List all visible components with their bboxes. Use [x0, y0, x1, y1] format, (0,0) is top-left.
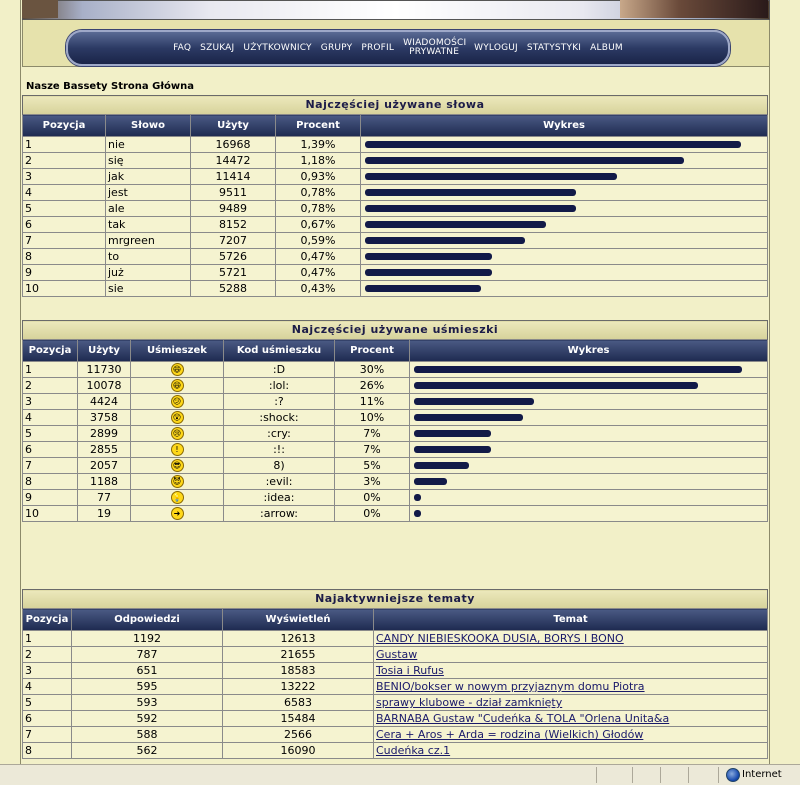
chart-cell	[361, 265, 768, 281]
table-row	[23, 410, 768, 426]
usage-bar	[414, 366, 742, 373]
table-row	[23, 647, 768, 663]
rank-cell: 8	[23, 474, 78, 490]
rank-cell: 5	[23, 201, 106, 217]
table-row	[23, 506, 768, 522]
word-cell: nie	[106, 137, 191, 153]
usage-bar	[414, 398, 534, 405]
rank-cell: 4	[23, 185, 106, 201]
count-cell: 4424	[78, 394, 131, 410]
percent-cell: 1,18%	[276, 153, 361, 169]
count-cell: 2855	[78, 442, 131, 458]
percent-cell: 26%	[335, 378, 410, 394]
nav-item-użytkownicy[interactable]: UŻYTKOWNICY	[243, 42, 312, 53]
chart-cell	[361, 249, 768, 265]
usage-bar	[365, 189, 576, 196]
topic-link[interactable]: CANDY NIEBIESKOOKA DUSIA, BORYS I BONO	[376, 632, 624, 645]
browser-status-bar	[0, 764, 800, 785]
confused-icon: 😕	[171, 395, 184, 408]
nav-item-faq[interactable]: FAQ	[173, 42, 192, 53]
rank-cell: 3	[23, 169, 106, 185]
views-cell: 15484	[223, 711, 374, 727]
topic-cell	[374, 647, 768, 663]
usage-bar	[365, 141, 741, 148]
table-row	[23, 378, 768, 394]
security-zone-label: Internet	[742, 769, 782, 780]
count-cell: 9489	[191, 201, 276, 217]
column-header: Użyty	[78, 340, 131, 362]
count-cell: 5721	[191, 265, 276, 281]
smiley-cell	[131, 362, 224, 378]
word-cell: się	[106, 153, 191, 169]
nav-item-wiadomości-prywatne[interactable]: WIADOMOŚCI PRYWATNE	[403, 38, 467, 57]
table-row	[23, 362, 768, 378]
usage-bar	[414, 462, 469, 469]
usage-bar	[365, 237, 525, 244]
header-banner-left-photo	[22, 0, 58, 18]
count-cell: 2899	[78, 426, 131, 442]
laughing-icon: 😆	[171, 379, 184, 392]
replies-cell: 595	[72, 679, 223, 695]
column-header: Odpowiedzi	[72, 609, 223, 631]
column-header: Procent	[335, 340, 410, 362]
nav-item-statystyki[interactable]: STATYSTYKI	[526, 42, 582, 53]
rank-cell: 10	[23, 281, 106, 297]
status-separator	[632, 767, 633, 783]
column-header: Procent	[276, 115, 361, 137]
word-cell: to	[106, 249, 191, 265]
topic-cell	[374, 743, 768, 759]
rank-cell: 7	[23, 727, 72, 743]
status-separator	[596, 767, 597, 783]
usage-bar	[414, 510, 421, 517]
count-cell: 3758	[78, 410, 131, 426]
rank-cell: 9	[23, 490, 78, 506]
count-cell: 19	[78, 506, 131, 522]
nav-item-wyloguj[interactable]: WYLOGUJ	[474, 42, 518, 53]
count-cell: 16968	[191, 137, 276, 153]
chart-cell	[410, 362, 768, 378]
table-row	[23, 153, 768, 169]
smiley-cell	[131, 490, 224, 506]
topic-cell	[374, 711, 768, 727]
column-header: Wyświetleń	[223, 609, 374, 631]
chart-cell	[410, 410, 768, 426]
rank-cell: 2	[23, 378, 78, 394]
topic-cell	[374, 727, 768, 743]
topic-link[interactable]: sprawy klubowe - dział zamknięty	[376, 696, 563, 709]
rank-cell: 6	[23, 711, 72, 727]
views-cell: 12613	[223, 631, 374, 647]
usage-bar	[414, 494, 421, 501]
chart-cell	[410, 458, 768, 474]
shocked-icon: 😲	[171, 411, 184, 424]
smiley-cell	[131, 410, 224, 426]
count-cell: 8152	[191, 217, 276, 233]
percent-cell: 3%	[335, 474, 410, 490]
percent-cell: 30%	[335, 362, 410, 378]
word-cell: sie	[106, 281, 191, 297]
smiley-code-cell: :cry:	[224, 426, 335, 442]
column-header: Słowo	[106, 115, 191, 137]
rank-cell: 9	[23, 265, 106, 281]
exclamation-icon: !	[171, 443, 184, 456]
column-header: Użyty	[191, 115, 276, 137]
topic-cell	[374, 695, 768, 711]
rank-cell: 5	[23, 426, 78, 442]
percent-cell: 7%	[335, 442, 410, 458]
usage-bar	[414, 478, 447, 485]
table-row	[23, 249, 768, 265]
smiley-code-cell: 8)	[224, 458, 335, 474]
table-row	[23, 631, 768, 647]
rank-cell: 1	[23, 362, 78, 378]
active-topics-table	[22, 589, 768, 759]
usage-bar	[365, 269, 492, 276]
count-cell: 11730	[78, 362, 131, 378]
table-row	[23, 663, 768, 679]
topic-link[interactable]: Cera + Aros + Arda = rodzina (Wielkich) Głodów	[376, 728, 644, 741]
table-row	[23, 458, 768, 474]
status-separator	[718, 767, 719, 783]
count-cell: 7207	[191, 233, 276, 249]
nav-item-album[interactable]: ALBUM	[590, 42, 623, 53]
word-cell: ale	[106, 201, 191, 217]
chart-cell	[410, 506, 768, 522]
percent-cell: 0,59%	[276, 233, 361, 249]
views-cell: 18583	[223, 663, 374, 679]
table-row	[23, 727, 768, 743]
nav-item-szukaj[interactable]: SZUKAJ	[200, 42, 235, 53]
chart-cell	[410, 394, 768, 410]
smiley-cell	[131, 394, 224, 410]
table-row	[23, 185, 768, 201]
count-cell: 14472	[191, 153, 276, 169]
count-cell: 5288	[191, 281, 276, 297]
column-header: Uśmieszek	[131, 340, 224, 362]
percent-cell: 5%	[335, 458, 410, 474]
table-row	[23, 394, 768, 410]
views-cell: 16090	[223, 743, 374, 759]
percent-cell: 1,39%	[276, 137, 361, 153]
topic-link[interactable]: BARNABA Gustaw "Cudeńka & TOLA "Orlena Unita&a	[376, 712, 670, 725]
main-navigation	[66, 30, 730, 66]
chart-cell	[361, 233, 768, 249]
top-words-table	[22, 95, 768, 297]
rank-cell: 4	[23, 410, 78, 426]
column-header: Kod uśmieszku	[224, 340, 335, 362]
table-row	[23, 695, 768, 711]
smiley-code-cell: :?	[224, 394, 335, 410]
usage-bar	[365, 157, 684, 164]
rank-cell: 7	[23, 458, 78, 474]
chart-cell	[361, 217, 768, 233]
column-header: Temat	[374, 609, 768, 631]
topic-link[interactable]: Cudeńka cz.1	[376, 744, 451, 757]
cool-icon: 😎	[171, 459, 184, 472]
replies-cell: 592	[72, 711, 223, 727]
table-row	[23, 474, 768, 490]
status-separator	[660, 767, 661, 783]
smiley-code-cell: :idea:	[224, 490, 335, 506]
percent-cell: 11%	[335, 394, 410, 410]
usage-bar	[414, 446, 491, 453]
percent-cell: 0,47%	[276, 265, 361, 281]
chart-cell	[410, 490, 768, 506]
percent-cell: 0,78%	[276, 185, 361, 201]
rank-cell: 3	[23, 663, 72, 679]
smiley-code-cell: :D	[224, 362, 335, 378]
percent-cell: 0,67%	[276, 217, 361, 233]
smiley-code-cell: :lol:	[224, 378, 335, 394]
nav-item-grupy[interactable]: GRUPY	[320, 42, 353, 53]
rank-cell: 10	[23, 506, 78, 522]
usage-bar	[365, 285, 481, 292]
count-cell: 5726	[191, 249, 276, 265]
percent-cell: 0,43%	[276, 281, 361, 297]
evil-icon: 😈	[171, 475, 184, 488]
table-row	[23, 711, 768, 727]
replies-cell: 1192	[72, 631, 223, 647]
usage-bar	[414, 430, 491, 437]
smiley-cell	[131, 426, 224, 442]
word-cell: mrgreen	[106, 233, 191, 249]
table-row	[23, 265, 768, 281]
top-smilies-caption: Najczęściej używane uśmieszki	[23, 321, 768, 340]
count-cell: 77	[78, 490, 131, 506]
rank-cell: 8	[23, 743, 72, 759]
percent-cell: 0,78%	[276, 201, 361, 217]
rank-cell: 1	[23, 137, 106, 153]
crying-icon: 😢	[171, 427, 184, 440]
chart-cell	[361, 185, 768, 201]
table-row	[23, 490, 768, 506]
smiley-code-cell: :shock:	[224, 410, 335, 426]
nav-item-profil[interactable]: PROFIL	[361, 42, 395, 53]
internet-zone-icon	[726, 768, 740, 782]
usage-bar	[365, 253, 492, 260]
smiley-cell	[131, 442, 224, 458]
very-happy-icon: 😄	[171, 363, 184, 376]
table-row	[23, 217, 768, 233]
chart-cell	[410, 378, 768, 394]
table-row	[23, 137, 768, 153]
topic-cell	[374, 631, 768, 647]
count-cell: 10078	[78, 378, 131, 394]
rank-cell: 5	[23, 695, 72, 711]
page-border-left	[20, 0, 21, 764]
chart-cell	[410, 474, 768, 490]
column-header: Pozycja	[23, 340, 78, 362]
top-words-caption: Najczęściej używane słowa	[23, 96, 768, 115]
views-cell: 13222	[223, 679, 374, 695]
replies-cell: 787	[72, 647, 223, 663]
column-header: Pozycja	[23, 115, 106, 137]
rank-cell: 6	[23, 217, 106, 233]
active-topics-caption: Najaktywniejsze tematy	[23, 590, 768, 609]
rank-cell: 2	[23, 647, 72, 663]
word-cell: tak	[106, 217, 191, 233]
percent-cell: 0,47%	[276, 249, 361, 265]
smiley-cell	[131, 378, 224, 394]
status-separator	[688, 767, 689, 783]
word-cell: jest	[106, 185, 191, 201]
topic-link[interactable]: Tosia i Rufus	[376, 664, 444, 677]
table-row	[23, 169, 768, 185]
views-cell: 2566	[223, 727, 374, 743]
count-cell: 9511	[191, 185, 276, 201]
topic-link[interactable]: BENIO/bokser w nowym przyjaznym domu Piotra	[376, 680, 645, 693]
chart-cell	[361, 281, 768, 297]
percent-cell: 7%	[335, 426, 410, 442]
usage-bar	[365, 205, 576, 212]
usage-bar	[414, 414, 523, 421]
smiley-code-cell: :arrow:	[224, 506, 335, 522]
breadcrumb-home-link[interactable]: Nasze Bassety Strona Główna	[26, 81, 195, 92]
column-header: Wykres	[410, 340, 768, 362]
usage-bar	[365, 173, 617, 180]
rank-cell: 2	[23, 153, 106, 169]
count-cell: 11414	[191, 169, 276, 185]
table-row	[23, 679, 768, 695]
table-row	[23, 233, 768, 249]
smiley-code-cell: :!:	[224, 442, 335, 458]
replies-cell: 651	[72, 663, 223, 679]
topic-cell	[374, 679, 768, 695]
rank-cell: 4	[23, 679, 72, 695]
chart-cell	[410, 442, 768, 458]
rank-cell: 1	[23, 631, 72, 647]
table-row	[23, 281, 768, 297]
top-smilies-table	[22, 320, 768, 522]
percent-cell: 10%	[335, 410, 410, 426]
smiley-code-cell: :evil:	[224, 474, 335, 490]
word-cell: jak	[106, 169, 191, 185]
idea-icon: 💡	[172, 493, 182, 503]
replies-cell: 562	[72, 743, 223, 759]
chart-cell	[361, 137, 768, 153]
smiley-cell	[131, 458, 224, 474]
usage-bar	[365, 221, 546, 228]
chart-cell	[361, 169, 768, 185]
count-cell: 2057	[78, 458, 131, 474]
rank-cell: 8	[23, 249, 106, 265]
table-row	[23, 426, 768, 442]
word-cell: już	[106, 265, 191, 281]
replies-cell: 593	[72, 695, 223, 711]
smiley-cell	[131, 506, 224, 522]
rank-cell: 6	[23, 442, 78, 458]
column-header: Pozycja	[23, 609, 72, 631]
usage-bar	[414, 382, 698, 389]
table-row	[23, 201, 768, 217]
count-cell: 1188	[78, 474, 131, 490]
topic-link[interactable]: Gustaw	[376, 648, 418, 661]
rank-cell: 3	[23, 394, 78, 410]
percent-cell: 0%	[335, 506, 410, 522]
header-banner-right-photo	[620, 0, 768, 18]
page-border-right	[769, 0, 770, 764]
table-row	[23, 442, 768, 458]
views-cell: 6583	[223, 695, 374, 711]
topic-cell	[374, 663, 768, 679]
percent-cell: 0%	[335, 490, 410, 506]
rank-cell: 7	[23, 233, 106, 249]
column-header: Wykres	[361, 115, 768, 137]
smiley-cell	[131, 474, 224, 490]
percent-cell: 0,93%	[276, 169, 361, 185]
table-row	[23, 743, 768, 759]
chart-cell	[361, 201, 768, 217]
chart-cell	[361, 153, 768, 169]
arrow-icon: ➜	[171, 507, 184, 520]
views-cell: 21655	[223, 647, 374, 663]
chart-cell	[410, 426, 768, 442]
replies-cell: 588	[72, 727, 223, 743]
